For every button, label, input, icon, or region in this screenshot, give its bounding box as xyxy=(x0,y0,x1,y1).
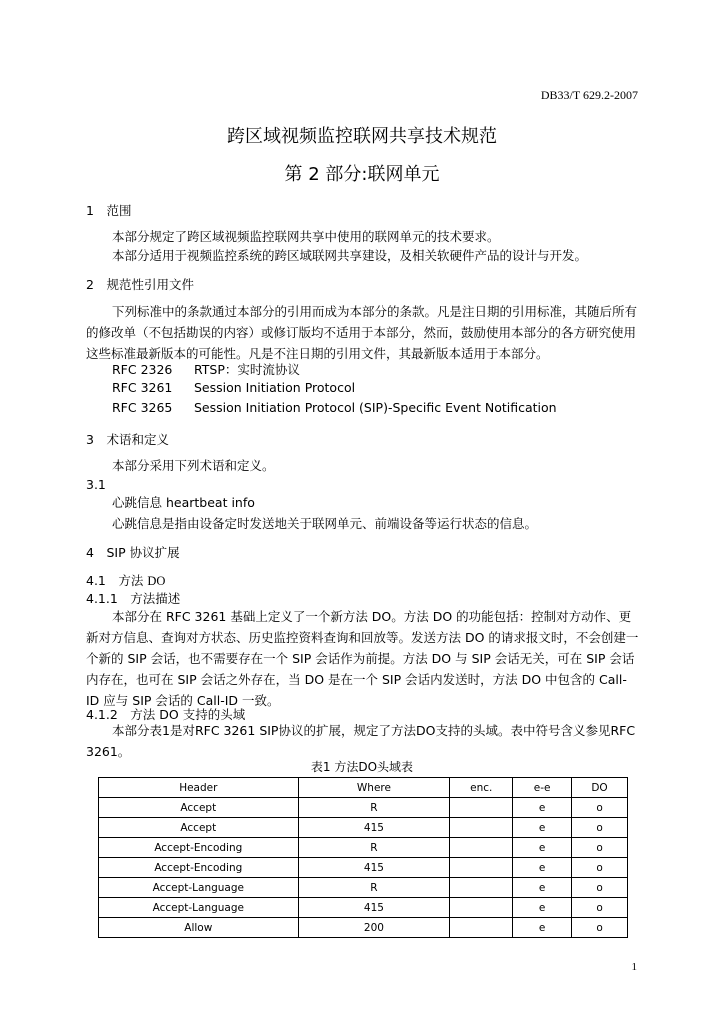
reference-row xyxy=(112,380,355,395)
table-header-row xyxy=(99,778,628,798)
table-cell xyxy=(450,878,513,898)
section-4-1-2-heading: 4.1.2 方法 DO 支持的头域 xyxy=(86,707,246,722)
table-cell: o xyxy=(572,858,628,878)
table-cell: e xyxy=(513,898,572,918)
table-cell: 415 xyxy=(298,858,450,878)
table-cell xyxy=(450,818,513,838)
table-row xyxy=(99,898,628,918)
table-caption: 表1 方法DO头域表 xyxy=(310,760,414,774)
header-field-table xyxy=(98,777,628,938)
table-row xyxy=(99,878,628,898)
table-cell: o xyxy=(572,798,628,818)
section-2-heading: 2 规范性引用文件 xyxy=(86,277,194,292)
section-3-heading: 3 术语和定义 xyxy=(86,432,169,447)
table-cell: Accept xyxy=(99,798,299,818)
table-cell: Allow xyxy=(99,918,299,938)
column-header: Header xyxy=(99,778,299,798)
table-cell: o xyxy=(572,818,628,838)
page-number: 1 xyxy=(631,961,637,973)
section-4-1-heading xyxy=(86,571,165,589)
table-cell: R xyxy=(298,838,450,858)
table-cell: R xyxy=(298,798,450,818)
reference-title: Session Initiation Protocol (SIP)-Specific Event Notification xyxy=(194,400,557,415)
table-cell: e xyxy=(513,878,572,898)
table-row xyxy=(99,818,628,838)
table-cell: 200 xyxy=(298,918,450,938)
term-name: 心跳信息 heartbeat info xyxy=(112,495,255,510)
section-1-heading: 1 范围 xyxy=(86,203,132,218)
table-cell: e xyxy=(513,818,572,838)
reference-title: Session Initiation Protocol xyxy=(194,380,356,395)
table-cell: e xyxy=(513,858,572,878)
reference-code: RFC 3261 xyxy=(112,380,173,395)
table-cell: 415 xyxy=(298,898,450,918)
table-cell: e xyxy=(513,918,572,938)
document-part-title: 第 2 部分:联网单元 xyxy=(284,164,440,185)
table-cell: o xyxy=(572,898,628,918)
section-4-heading: 4 SIP 协议扩展 xyxy=(86,545,180,560)
table-cell: R xyxy=(298,878,450,898)
section-3-para-1: 本部分采用下列术语和定义。 xyxy=(112,458,275,473)
table-cell: Accept-Encoding xyxy=(99,838,299,858)
reference-row xyxy=(112,360,300,378)
section-4-1-method: DO xyxy=(147,574,166,588)
section-1-para-1: 本部分规定了跨区域视频监控联网共享中使用的联网单元的技术要求。 xyxy=(112,229,500,244)
table-cell xyxy=(450,798,513,818)
reference-code: RFC 2326 xyxy=(112,362,173,377)
table-cell xyxy=(450,838,513,858)
term-definition: 心跳信息是指由设备定时发送地关于联网单元、前端设备等运行状态的信息。 xyxy=(112,516,538,531)
reference-title: RTSP：实时流协议 xyxy=(194,362,300,377)
table-cell xyxy=(450,918,513,938)
column-header: enc. xyxy=(450,778,513,798)
table-cell: Accept xyxy=(99,818,299,838)
table-row xyxy=(99,798,628,818)
table-cell: Accept-Encoding xyxy=(99,858,299,878)
table-cell: o xyxy=(572,878,628,898)
table-cell: Accept-Language xyxy=(99,898,299,918)
table-cell: 415 xyxy=(298,818,450,838)
column-header: DO xyxy=(572,778,628,798)
reference-code: RFC 3265 xyxy=(112,400,173,415)
table-row xyxy=(99,838,628,858)
section-1-para-2: 本部分适用于视频监控系统的跨区域联网共享建设，及相关软硬件产品的设计与开发。 xyxy=(112,248,588,263)
table-cell: o xyxy=(572,918,628,938)
table-row xyxy=(99,858,628,878)
section-4-1-1-para: 本部分在 RFC 3261 基础上定义了一个新方法 DO。方法 DO 的功能包括：控制对方动作、更新对方信息、查询对方状态、历史监控资料查询和回放等。发送方法 DO 的请求报文时，不会创建一个新的 SIP 会话，也不需要存在一个 SIP 会话作为前提。方法 DO 与 SIP 会话无关，可在 SIP 会话内存在，也可在 SIP 会话之外存在，当 DO 是在一个 SIP 会话内发送时，方法 DO 中包含的 Call-ID 应与 SIP 会话的 Call-ID 一致。 xyxy=(86,609,639,708)
table-row xyxy=(99,918,628,938)
term-number: 3.1 xyxy=(86,477,106,492)
column-header: e-e xyxy=(513,778,572,798)
section-4-1-1-heading: 4.1.1 方法描述 xyxy=(86,591,181,606)
table-cell xyxy=(450,898,513,918)
table-cell: Accept-Language xyxy=(99,878,299,898)
table-cell: e xyxy=(513,838,572,858)
table-cell: o xyxy=(572,838,628,858)
table-cell: e xyxy=(513,798,572,818)
table-cell xyxy=(450,858,513,878)
document-id: DB33/T 629.2-2007 xyxy=(540,88,638,102)
document-title: 跨区域视频监控联网共享技术规范 xyxy=(227,126,497,147)
section-4-1-2-para: 本部分表1是对RFC 3261 SIP协议的扩展，规定了方法DO支持的头域。表中符号含义参见RFC 3261。 xyxy=(86,723,636,759)
section-2-para-1: 下列标准中的条款通过本部分的引用而成为本部分的条款。凡是注日期的引用标准，其随后所有的修改单（不包括勘误的内容）或修订版均不适用于本部分，然而，鼓励使用本部分的各方研究使用这些标准最新版本的可能性。凡是不注日期的引用文件，其最新版本适用于本部分。 xyxy=(86,304,638,361)
reference-row xyxy=(112,400,557,415)
section-4-1-number: 4.1 方法 xyxy=(86,573,148,588)
column-header: Where xyxy=(298,778,450,798)
